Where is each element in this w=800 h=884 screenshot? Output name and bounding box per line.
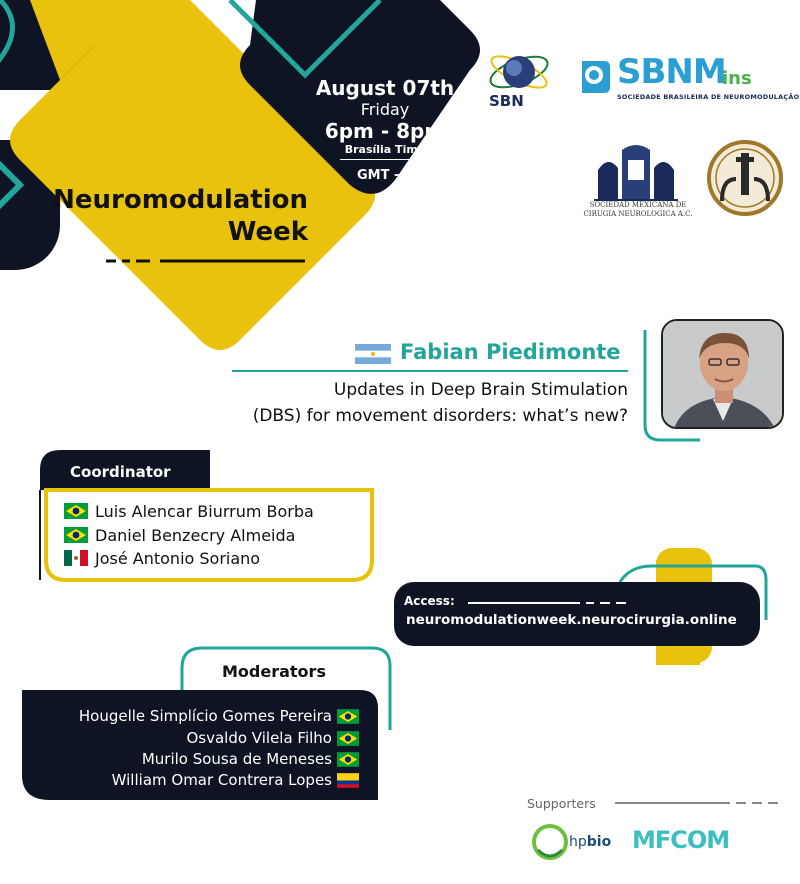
hpbio-logo-mark bbox=[530, 822, 570, 862]
divider bbox=[340, 159, 430, 160]
sbnm-logo-ins: ins bbox=[722, 68, 752, 89]
access-label: Access: bbox=[404, 594, 455, 608]
brazil-flag-icon bbox=[337, 709, 359, 724]
smcn-logo bbox=[588, 140, 684, 202]
moderator-name: Murilo Sousa de Meneses bbox=[141, 750, 332, 768]
round-seal-logo bbox=[706, 139, 784, 217]
sbnm-logo-mark bbox=[574, 57, 614, 97]
coordinator-name: Daniel Benzecry Almeida bbox=[95, 526, 296, 545]
coordinator-label: Coordinator bbox=[70, 463, 171, 481]
mfcom-logo-text: MFCOM bbox=[632, 826, 730, 854]
supporters-label: Supporters bbox=[527, 796, 596, 811]
talk-title bbox=[200, 377, 628, 429]
argentina-flag-icon bbox=[355, 344, 391, 364]
event-time: 6pm - 8pm bbox=[324, 119, 446, 143]
hpbio-logo-text bbox=[569, 834, 611, 850]
event-date: August 07th bbox=[315, 76, 455, 100]
event-title-line1: Neuromodulation bbox=[53, 185, 308, 215]
speaker-divider bbox=[232, 370, 628, 372]
hpbio-hp: hp bbox=[569, 834, 587, 850]
colombia-flag-icon bbox=[337, 773, 359, 788]
talk-title-line1: Updates in Deep Brain Stimulation bbox=[333, 380, 628, 400]
moderators-label: Moderators bbox=[222, 662, 326, 681]
brazil-flag-icon bbox=[64, 503, 88, 519]
moderator-name: Hougelle Simplício Gomes Pereira bbox=[78, 707, 332, 725]
event-date-block bbox=[300, 76, 470, 186]
hpbio-bio: bio bbox=[586, 834, 612, 850]
smcn-logo-text2: CIRUGIA NEUROLOGICA A.C. bbox=[583, 210, 693, 218]
brazil-flag-icon bbox=[64, 527, 88, 543]
coordinator-name: José Antonio Soriano bbox=[95, 549, 261, 568]
event-title-line2: Week bbox=[227, 217, 308, 247]
smcn-logo-text1: SOCIEDAD MEXICANA DE bbox=[589, 201, 687, 209]
sbn-logo-text: SBN bbox=[489, 92, 524, 110]
moderator-name: William Omar Contrera Lopes bbox=[111, 771, 332, 789]
moderator-name: Osvaldo Vilela Filho bbox=[186, 729, 332, 747]
event-timezone: Brasília Time bbox=[344, 143, 426, 156]
event-weekday: Friday bbox=[360, 100, 410, 119]
talk-title-line2: (DBS) for movement disorders: what’s new? bbox=[252, 406, 628, 426]
sbnm-logo-text: SBNM bbox=[617, 52, 726, 92]
mexico-flag-icon bbox=[64, 550, 88, 566]
speaker-name: Fabian Piedimonte bbox=[400, 340, 621, 364]
sbnm-logo-subtitle: SOCIEDADE BRASILEIRA DE NEUROMODULAÇÃO bbox=[617, 93, 800, 101]
access-url-link[interactable]: neuromodulationweek.neurocirurgia.online bbox=[406, 612, 737, 628]
coordinator-name: Luis Alencar Biurrum Borba bbox=[95, 502, 314, 521]
brazil-flag-icon bbox=[337, 752, 359, 767]
event-title bbox=[40, 184, 308, 248]
speaker-portrait-image bbox=[663, 321, 784, 429]
speaker-photo bbox=[661, 319, 784, 429]
event-gmt: GMT - 3 bbox=[357, 168, 413, 183]
brazil-flag-icon bbox=[337, 731, 359, 746]
